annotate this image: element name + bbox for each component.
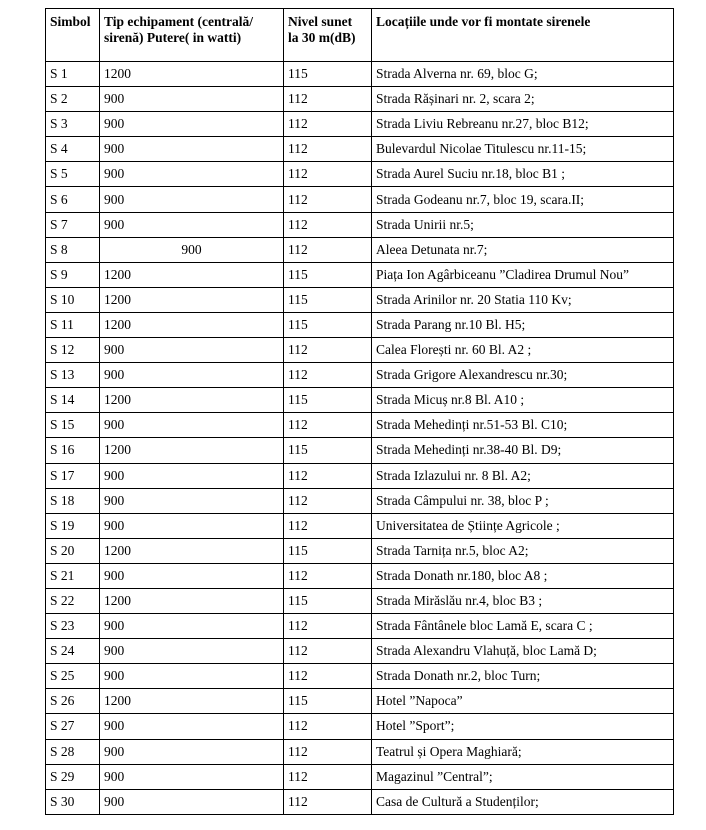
- power-cell: 900: [100, 363, 284, 388]
- location-cell: Strada Micuș nr.8 Bl. A10 ;: [372, 388, 674, 413]
- location-cell: Strada Alexandru Vlahuță, bloc Lamă D;: [372, 639, 674, 664]
- table-row: [46, 563, 674, 588]
- location-cell: Strada Godeanu nr.7, bloc 19, scara.II;: [372, 187, 674, 212]
- power-cell: 900: [100, 664, 284, 689]
- table-row: [46, 363, 674, 388]
- sound-level-cell: 112: [284, 614, 372, 639]
- symbol-cell: S 28: [46, 739, 100, 764]
- table-row: [46, 62, 674, 87]
- location-cell: Strada Grigore Alexandrescu nr.30;: [372, 363, 674, 388]
- sound-level-cell: 115: [284, 262, 372, 287]
- header-equipment-type: [100, 9, 284, 62]
- power-cell: 1200: [100, 438, 284, 463]
- power-cell: 1200: [100, 62, 284, 87]
- table-row: [46, 789, 674, 814]
- power-cell: 1200: [100, 388, 284, 413]
- sound-level-cell: 112: [284, 513, 372, 538]
- location-cell: Strada Mirăslău nr.4, bloc B3 ;: [372, 588, 674, 613]
- power-cell: 900: [100, 513, 284, 538]
- location-cell: Strada Fântânele bloc Lamă E, scara C ;: [372, 614, 674, 639]
- sound-level-cell: 112: [284, 563, 372, 588]
- location-cell: Piața Ion Agârbiceanu ”Cladirea Drumul Nou”: [372, 262, 674, 287]
- sound-level-cell: 115: [284, 588, 372, 613]
- table-row: [46, 312, 674, 337]
- power-cell: 900: [100, 563, 284, 588]
- location-cell: Strada Unirii nr.5;: [372, 212, 674, 237]
- table-row: [46, 438, 674, 463]
- table-row: [46, 112, 674, 137]
- sound-level-cell: 115: [284, 312, 372, 337]
- location-cell: Teatrul și Opera Maghiară;: [372, 739, 674, 764]
- symbol-cell: S 21: [46, 563, 100, 588]
- table-row: [46, 87, 674, 112]
- symbol-cell: S 10: [46, 287, 100, 312]
- table-row: [46, 262, 674, 287]
- sound-level-cell: 112: [284, 463, 372, 488]
- location-cell: Strada Mehedinți nr.51-53 Bl. C10;: [372, 413, 674, 438]
- symbol-cell: S 6: [46, 187, 100, 212]
- sound-level-cell: 112: [284, 488, 372, 513]
- symbol-cell: S 14: [46, 388, 100, 413]
- header-sound-level: [284, 9, 372, 62]
- table-row: [46, 463, 674, 488]
- power-cell: 900: [100, 789, 284, 814]
- power-cell: 900: [100, 714, 284, 739]
- sound-level-cell: 112: [284, 413, 372, 438]
- sound-level-cell: 112: [284, 162, 372, 187]
- symbol-cell: S 19: [46, 513, 100, 538]
- location-cell: Strada Parang nr.10 Bl. H5;: [372, 312, 674, 337]
- power-cell: 900: [100, 639, 284, 664]
- table-row: [46, 162, 674, 187]
- table-header-row: [46, 9, 674, 62]
- power-cell: 1200: [100, 588, 284, 613]
- symbol-cell: S 26: [46, 689, 100, 714]
- location-cell: Strada Donath nr.180, bloc A8 ;: [372, 563, 674, 588]
- sound-level-cell: 112: [284, 363, 372, 388]
- symbol-cell: S 23: [46, 614, 100, 639]
- table-row: [46, 413, 674, 438]
- location-cell: Strada Arinilor nr. 20 Statia 110 Kv;: [372, 287, 674, 312]
- table-row: [46, 187, 674, 212]
- power-cell: 900: [100, 764, 284, 789]
- sound-level-cell: 112: [284, 87, 372, 112]
- sound-level-cell: 112: [284, 764, 372, 789]
- symbol-cell: S 18: [46, 488, 100, 513]
- symbol-cell: S 12: [46, 338, 100, 363]
- sound-level-cell: 115: [284, 538, 372, 563]
- symbol-cell: S 5: [46, 162, 100, 187]
- symbol-cell: S 16: [46, 438, 100, 463]
- symbol-cell: S 3: [46, 112, 100, 137]
- symbol-cell: S 4: [46, 137, 100, 162]
- symbol-cell: S 8: [46, 237, 100, 262]
- location-cell: Strada Liviu Rebreanu nr.27, bloc B12;: [372, 112, 674, 137]
- symbol-cell: S 25: [46, 664, 100, 689]
- power-cell: 1200: [100, 262, 284, 287]
- symbol-cell: S 15: [46, 413, 100, 438]
- location-cell: Strada Câmpului nr. 38, bloc P ;: [372, 488, 674, 513]
- power-cell: 1200: [100, 287, 284, 312]
- table-row: [46, 538, 674, 563]
- location-cell: Hotel ”Sport”;: [372, 714, 674, 739]
- power-cell: 1200: [100, 538, 284, 563]
- sound-level-cell: 115: [284, 62, 372, 87]
- sirens-table: [45, 8, 674, 815]
- location-cell: Casa de Cultură a Studenților;: [372, 789, 674, 814]
- sound-level-cell: 112: [284, 639, 372, 664]
- symbol-cell: S 29: [46, 764, 100, 789]
- table-row: [46, 287, 674, 312]
- location-cell: Strada Tarnița nr.5, bloc A2;: [372, 538, 674, 563]
- sound-level-cell: 112: [284, 338, 372, 363]
- power-cell: 900: [100, 739, 284, 764]
- location-cell: Strada Rășinari nr. 2, scara 2;: [372, 87, 674, 112]
- power-cell: 1200: [100, 312, 284, 337]
- location-cell: Bulevardul Nicolae Titulescu nr.11-15;: [372, 137, 674, 162]
- sound-level-cell: 112: [284, 237, 372, 262]
- sound-level-cell: 112: [284, 212, 372, 237]
- location-cell: Magazinul ”Central”;: [372, 764, 674, 789]
- location-cell: Strada Donath nr.2, bloc Turn;: [372, 664, 674, 689]
- symbol-cell: S 1: [46, 62, 100, 87]
- sound-level-cell: 112: [284, 789, 372, 814]
- sound-level-cell: 115: [284, 388, 372, 413]
- sound-level-cell: 112: [284, 112, 372, 137]
- header-sound-level-line2: la 30 m(dB): [288, 30, 356, 45]
- location-cell: Strada Alverna nr. 69, bloc G;: [372, 62, 674, 87]
- symbol-cell: S 22: [46, 588, 100, 613]
- table-row: [46, 488, 674, 513]
- location-cell: Hotel ”Napoca”: [372, 689, 674, 714]
- power-cell: 900: [100, 614, 284, 639]
- symbol-cell: S 11: [46, 312, 100, 337]
- sound-level-cell: 112: [284, 187, 372, 212]
- table-row: [46, 338, 674, 363]
- symbol-cell: S 13: [46, 363, 100, 388]
- symbol-cell: S 30: [46, 789, 100, 814]
- table-row: [46, 689, 674, 714]
- power-cell: 900: [100, 463, 284, 488]
- table-row: [46, 513, 674, 538]
- symbol-cell: S 9: [46, 262, 100, 287]
- table-row: [46, 714, 674, 739]
- sound-level-cell: 115: [284, 287, 372, 312]
- symbol-cell: S 7: [46, 212, 100, 237]
- symbol-cell: S 2: [46, 87, 100, 112]
- power-cell: 1200: [100, 689, 284, 714]
- power-cell: 900: [100, 162, 284, 187]
- table-row: [46, 764, 674, 789]
- symbol-cell: S 27: [46, 714, 100, 739]
- header-symbol: Simbol: [46, 9, 100, 62]
- location-cell: Calea Florești nr. 60 Bl. A2 ;: [372, 338, 674, 363]
- header-equipment-type-line2: sirenă) Putere( in watti): [104, 30, 242, 45]
- power-cell: 900: [100, 413, 284, 438]
- table-row: [46, 237, 674, 262]
- table-row: [46, 137, 674, 162]
- table-row: [46, 664, 674, 689]
- symbol-cell: S 24: [46, 639, 100, 664]
- location-cell: Universitatea de Științe Agricole ;: [372, 513, 674, 538]
- table-row: [46, 739, 674, 764]
- table-row: [46, 588, 674, 613]
- location-cell: Strada Izlazului nr. 8 Bl. A2;: [372, 463, 674, 488]
- power-cell: 900: [100, 187, 284, 212]
- header-equipment-type-line1: Tip echipament (centrală/: [104, 14, 253, 29]
- sound-level-cell: 115: [284, 689, 372, 714]
- power-cell: 900: [100, 338, 284, 363]
- symbol-cell: S 20: [46, 538, 100, 563]
- symbol-cell: S 17: [46, 463, 100, 488]
- power-cell: 900: [100, 87, 284, 112]
- location-cell: Strada Mehedinți nr.38-40 Bl. D9;: [372, 438, 674, 463]
- power-cell: 900: [100, 137, 284, 162]
- sound-level-cell: 112: [284, 137, 372, 162]
- location-cell: Aleea Detunata nr.7;: [372, 237, 674, 262]
- power-cell: 900: [100, 112, 284, 137]
- table-body: [46, 62, 674, 815]
- sound-level-cell: 112: [284, 739, 372, 764]
- power-cell: 900: [100, 488, 284, 513]
- table-row: [46, 212, 674, 237]
- location-cell: Strada Aurel Suciu nr.18, bloc B1 ;: [372, 162, 674, 187]
- header-sound-level-line1: Nivel sunet: [288, 14, 353, 29]
- header-locations: Locațiile unde vor fi montate sirenele: [372, 9, 674, 62]
- power-cell: 900: [100, 212, 284, 237]
- sound-level-cell: 115: [284, 438, 372, 463]
- table-row: [46, 388, 674, 413]
- sound-level-cell: 112: [284, 664, 372, 689]
- power-cell: 900: [100, 237, 284, 262]
- sound-level-cell: 112: [284, 714, 372, 739]
- table-row: [46, 614, 674, 639]
- table-row: [46, 639, 674, 664]
